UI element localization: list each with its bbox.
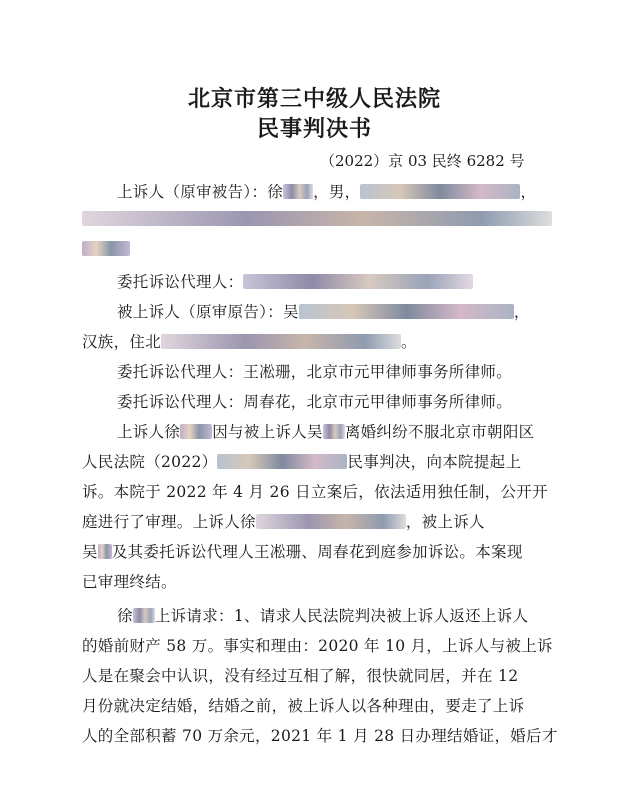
redacted-name — [180, 424, 212, 439]
redacted-address-end — [82, 241, 130, 256]
case-number: （2022）京 03 民终 6282 号 — [320, 152, 525, 170]
appellee-line: 被上诉人（原审原告）：吴 ， — [117, 303, 530, 321]
document-type: 民事判决书 — [256, 116, 372, 142]
court-name: 北京市第三中级人民法院 — [187, 86, 441, 112]
body-line: 上诉人徐 因与被上诉人吴 离婚纠纷不服北京市朝阳区 — [117, 423, 535, 441]
redacted-appellee-info — [299, 304, 514, 319]
redacted-info — [360, 184, 520, 199]
body-line: 人民法院（2022） 民事判决，向本院提起上 — [82, 453, 522, 471]
redacted-address — [82, 211, 552, 226]
redacted-appellee-address — [161, 334, 401, 349]
body-line: 人是在聚会中认识，没有经过互相了解，很快就同居，并在 12 — [82, 667, 519, 685]
body-line: 诉。本院于 2022 年 4 月 26 日立案后，依法适用独任制，公开开 — [82, 483, 548, 501]
redacted-agent — [243, 274, 473, 289]
body-line: 的婚前财产 58 万。事实和理由：2020 年 10 月，上诉人与被上诉 — [82, 637, 553, 655]
redacted-name — [283, 184, 313, 199]
appellee-agent-1: 委托诉讼代理人：王凇珊，北京市元甲律师事务所律师。 — [117, 363, 513, 381]
appellant-line: 上诉人（原审被告）：徐 ，男， ， — [117, 183, 537, 201]
body-line: 吴 及其委托诉讼代理人王凇珊、周春花到庭参加诉讼。本案现 — [82, 543, 523, 561]
body-line: 人的全部积蓄 70 万余元，2021 年 1 月 28 日办理结婚证，婚后才 — [82, 727, 558, 745]
appellant-address-redacted — [82, 210, 552, 228]
claims-line: 徐 上诉请求：1、请求人民法院判决被上诉人返还上诉人 — [117, 607, 529, 625]
appellee-address-line: 汉族，住北 。 — [82, 333, 417, 351]
body-line: 已审理终结。 — [82, 573, 177, 591]
redacted-text — [256, 514, 406, 529]
appellee-agent-2: 委托诉讼代理人：周春花，北京市元甲律师事务所律师。 — [117, 393, 513, 411]
body-line: 庭进行了审理。上诉人徐 ，被上诉人 — [82, 513, 485, 531]
body-line: 月份就决定结婚，结婚之前，被上诉人以各种理由，要走了上诉 — [82, 697, 525, 715]
redacted-name — [323, 424, 345, 439]
redacted-case-no — [217, 454, 347, 469]
appellant-agent-line: 委托诉讼代理人： — [117, 270, 473, 292]
appellant-address-redacted-2 — [82, 240, 130, 258]
redacted-name — [98, 544, 112, 559]
redacted-name — [133, 608, 155, 623]
